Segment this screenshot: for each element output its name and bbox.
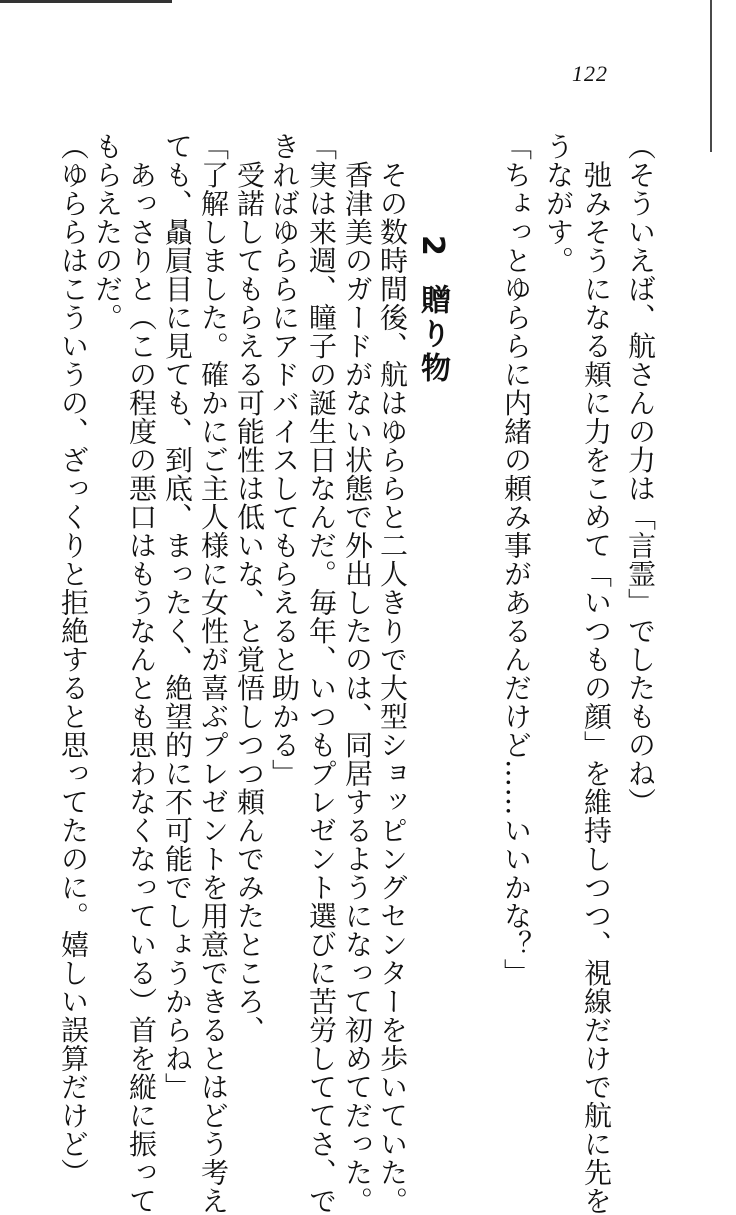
text-line-11: ても、贔屓目に見ても、到底、まったく、絶望的に不可能でしょうからね」 <box>161 132 194 1101</box>
top-edge-rule <box>0 0 172 3</box>
text-line-6: 香津美のガードがない状態で外出したのは、同居するようになって初めてだった。 <box>341 132 374 1215</box>
text-line-2: 弛みそうになる頬に力をこめて「いつもの顔」を維持しつつ、視線だけで航に先を <box>580 132 613 1215</box>
chapter-heading <box>412 235 452 386</box>
text-line-13: もらえたのだ。 <box>91 132 124 332</box>
text-line-14: （ゆららはこういうの、ざっくりと拒絶すると思ってたのに。嬉しい誤算だけど） <box>57 132 90 1187</box>
chapter-number: 2 <box>415 235 450 256</box>
chapter-title: 贈り物 <box>415 284 450 387</box>
text-line-8: きればゆららにアドバイスしてもらえると助かる」 <box>268 132 301 788</box>
page-number: 122 <box>572 61 608 86</box>
text-line-1: （そういえば、航さんの力は「言霊」でしたものね） <box>624 132 657 816</box>
text-line-3: うながす。 <box>542 132 575 275</box>
text-line-4: 「ちょっとゆららに内緒の頼み事があるんだけど……いいかな？」 <box>500 132 533 987</box>
text-line-5: その数時間後、航はゆららと二人きりで大型ショッピングセンターを歩いていた。 <box>376 132 409 1215</box>
text-line-7: 「実は来週、瞳子の誕生日なんだ。毎年、いつもプレゼント選びに苦労しててさ、で <box>305 132 338 1215</box>
text-line-12: あっさりと（この程度の悪口はもうなんとも思わなくなっている）首を縦に振って <box>125 132 158 1215</box>
text-line-9: 受諾してもらえる可能性は低いな、と覚悟しつつ頼んでみたところ、 <box>233 132 266 1044</box>
text-line-10: 「了解しました。確かにご主人様に女性が喜ぶプレゼントを用意できるとはどう考え <box>197 132 230 1215</box>
right-edge-rule <box>710 0 712 152</box>
